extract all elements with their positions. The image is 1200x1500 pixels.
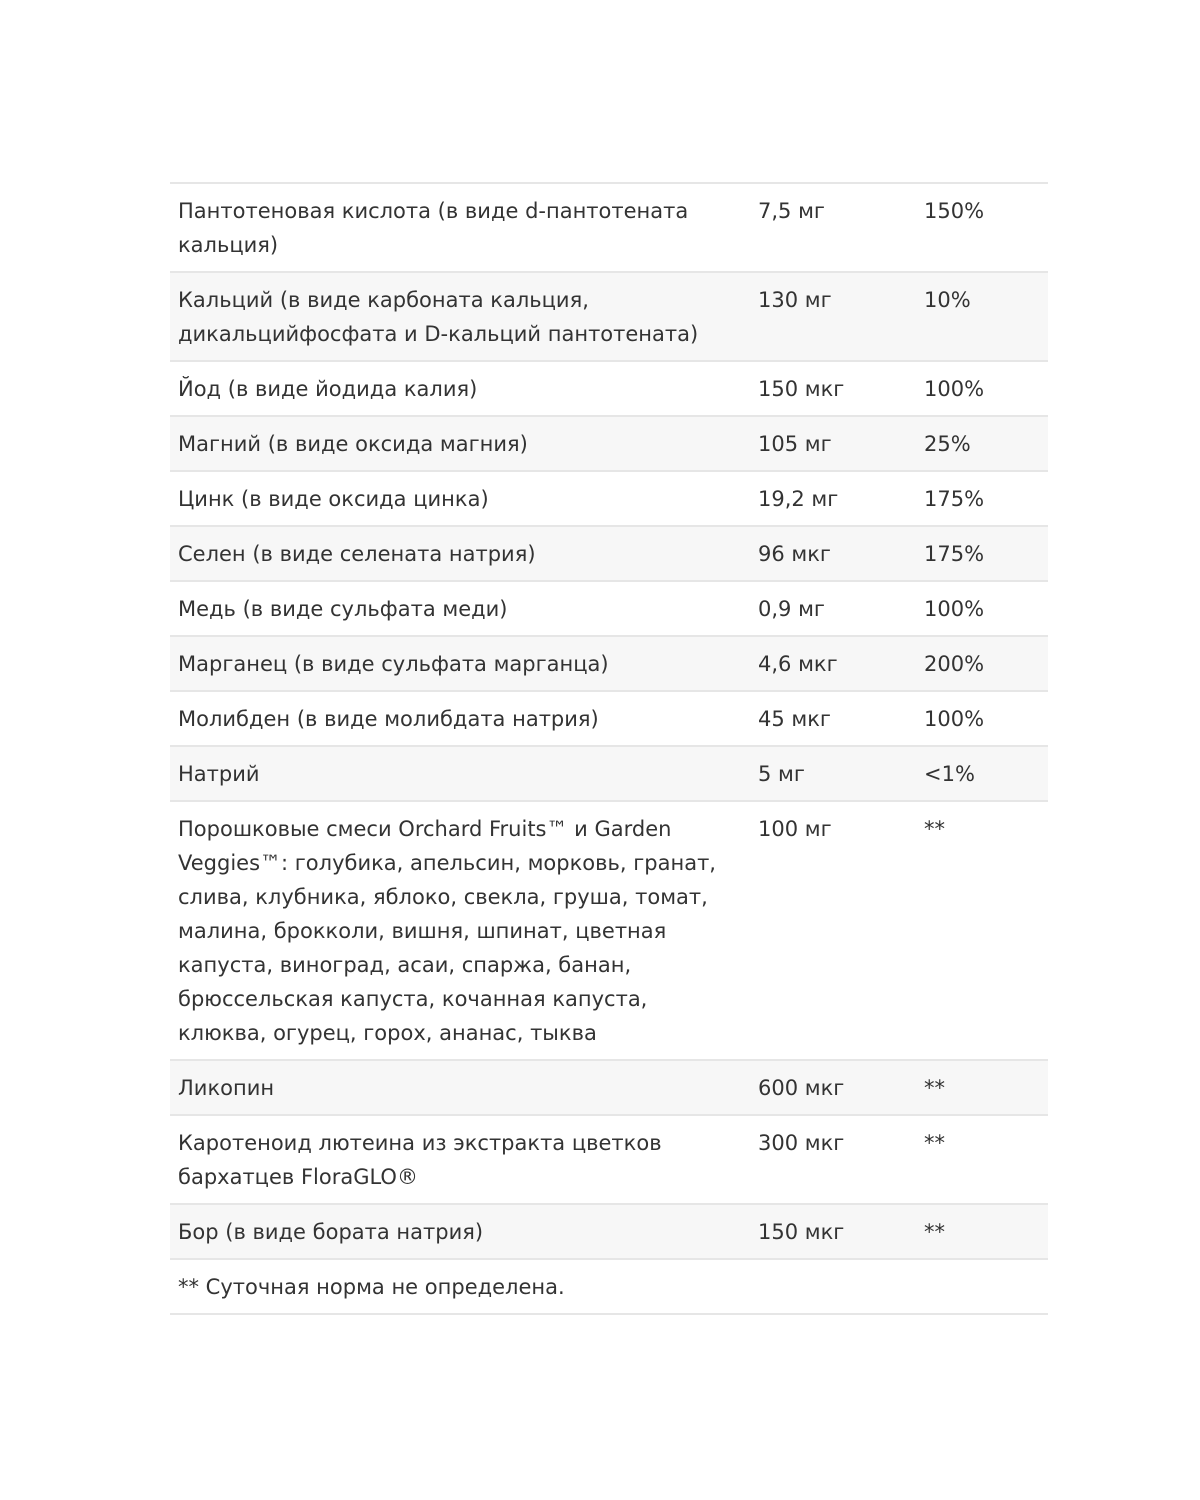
nutrient-name: Бор (в виде бората натрия): [170, 1204, 750, 1259]
nutrient-amount: 7,5 мг: [750, 183, 916, 272]
table-row: [170, 1060, 1048, 1115]
nutrient-daily-value: 200%: [916, 636, 1048, 691]
table-row: [170, 581, 1048, 636]
nutrient-name: Марганец (в виде сульфата марганца): [170, 636, 750, 691]
nutrient-amount: 5 мг: [750, 746, 916, 801]
table-row: [170, 1204, 1048, 1259]
nutrient-daily-value: 10%: [916, 272, 1048, 361]
nutrient-amount: 300 мкг: [750, 1115, 916, 1204]
nutrient-name: Цинк (в виде оксида цинка): [170, 471, 750, 526]
nutrient-daily-value: 175%: [916, 471, 1048, 526]
table-row: [170, 183, 1048, 272]
nutrient-daily-value: 100%: [916, 691, 1048, 746]
nutrient-name: Кальций (в виде карбоната кальция, дикальцийфосфата и D-кальций пантотената): [170, 272, 750, 361]
table-row: [170, 526, 1048, 581]
nutrient-daily-value: **: [916, 1060, 1048, 1115]
nutrient-name: Молибден (в виде молибдата натрия): [170, 691, 750, 746]
nutrient-amount: 600 мкг: [750, 1060, 916, 1115]
nutrient-daily-value: 100%: [916, 361, 1048, 416]
nutrient-daily-value: **: [916, 1204, 1048, 1259]
nutrition-table: [170, 182, 1048, 1315]
footnote: ** Суточная норма не определена.: [170, 1259, 1048, 1314]
nutrient-name: Каротеноид лютеина из экстракта цветков бархатцев FloraGLO®: [170, 1115, 750, 1204]
nutrient-amount: 4,6 мкг: [750, 636, 916, 691]
nutrient-amount: 96 мкг: [750, 526, 916, 581]
table-row: [170, 361, 1048, 416]
nutrient-daily-value: **: [916, 801, 1048, 1060]
nutrient-amount: 150 мкг: [750, 1204, 916, 1259]
nutrient-name: Селен (в виде селената натрия): [170, 526, 750, 581]
nutrient-daily-value: **: [916, 1115, 1048, 1204]
nutrient-name: Пантотеновая кислота (в виде d-пантотената кальция): [170, 183, 750, 272]
nutrient-daily-value: 175%: [916, 526, 1048, 581]
nutrient-daily-value: 100%: [916, 581, 1048, 636]
nutrient-name: Ликопин: [170, 1060, 750, 1115]
nutrient-daily-value: 150%: [916, 183, 1048, 272]
nutrient-name: Йод (в виде йодида калия): [170, 361, 750, 416]
nutrient-name: Медь (в виде сульфата меди): [170, 581, 750, 636]
table-row: [170, 746, 1048, 801]
table-row: [170, 691, 1048, 746]
nutrient-name: Магний (в виде оксида магния): [170, 416, 750, 471]
nutrient-amount: 105 мг: [750, 416, 916, 471]
footnote-row: [170, 1259, 1048, 1314]
nutrient-amount: 130 мг: [750, 272, 916, 361]
nutrition-table-container: [170, 182, 1048, 1315]
table-row: [170, 416, 1048, 471]
nutrient-daily-value: 25%: [916, 416, 1048, 471]
table-row: [170, 272, 1048, 361]
table-row: [170, 801, 1048, 1060]
table-row: [170, 636, 1048, 691]
nutrient-amount: 100 мг: [750, 801, 916, 1060]
nutrient-daily-value: <1%: [916, 746, 1048, 801]
nutrient-name: Порошковые смеси Orchard Fruits™ и Garden Veggies™: голубика, апельсин, морковь, гранат, слива, клубника, яблоко, свекла, груша, томат, малина, брокколи, вишня, шпинат, цветная капуста, виноград, асаи, спаржа, банан, брюссельская капуста, кочанная капуста, клюква, огурец, горох, ананас, тыква: [170, 801, 750, 1060]
nutrient-amount: 19,2 мг: [750, 471, 916, 526]
nutrient-amount: 150 мкг: [750, 361, 916, 416]
table-row: [170, 1115, 1048, 1204]
table-row: [170, 471, 1048, 526]
nutrient-name: Натрий: [170, 746, 750, 801]
nutrient-amount: 0,9 мг: [750, 581, 916, 636]
nutrient-amount: 45 мкг: [750, 691, 916, 746]
